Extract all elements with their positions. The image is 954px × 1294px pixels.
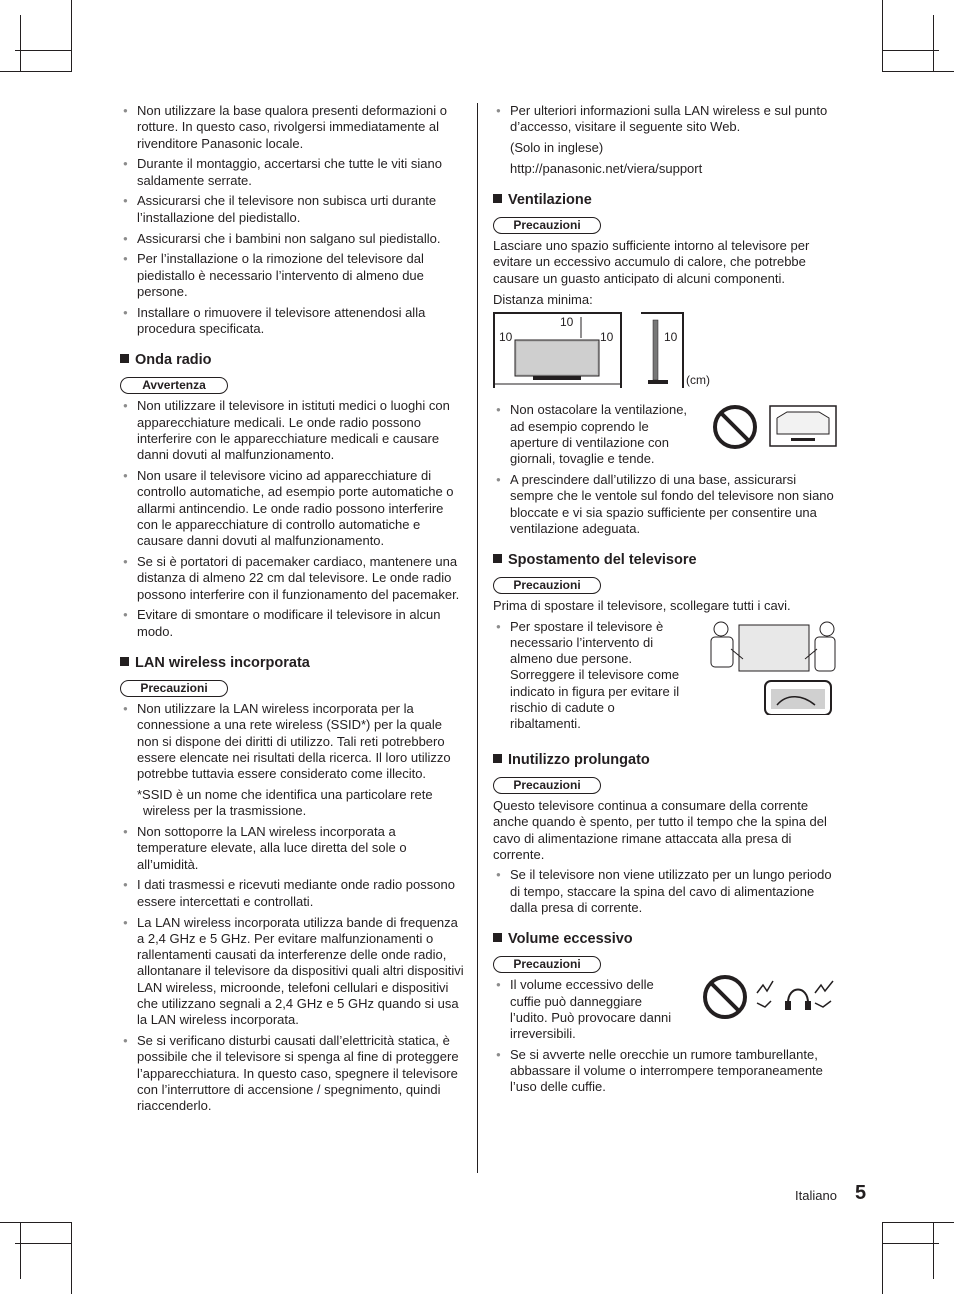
footer-language: Italiano — [795, 1188, 837, 1203]
min-distance-label: Distanza minima: — [493, 292, 593, 308]
unused-text: Questo televisore continua a consumare della corrente anche quando è spento, per tutto il tempo che la spina del cavo di alimentazione rimane attaccata alla presa di corrente. — [493, 798, 827, 863]
square-bullet-icon — [120, 354, 129, 363]
move-item-row — [493, 619, 837, 738]
list-item: ● Il volume eccessivo delle cuffie può danneggiare l’udito. Può provocare danni irreversibili. — [493, 977, 683, 1042]
move-list — [493, 619, 683, 738]
section-title-lan-wireless: LAN wireless incorporata — [120, 654, 464, 672]
list-item: ● I dati trasmessi e ricevuti mediante onde radio possono essere intercettati e controllati. — [120, 877, 464, 910]
list-item: ● Durante il montaggio, accertarsi che tutte le viti siano saldamente serrate. — [120, 156, 464, 189]
ssid-note: *SSID è un nome che identifica una particolare rete wireless per la trasmissione. — [137, 787, 433, 819]
section-title-ventilazione: Ventilazione — [493, 191, 837, 209]
list-item: ● Non utilizzare la LAN wireless incorporata per la connessione a una rete wireless (SSID*) per la quale non si dispone dei diritti di utilizzo. Tali reti potrebbero essere elencate nei risultati della ricerca. Il loro utilizzo potrebbe tuttavia essere considerato come illecito. — [120, 701, 464, 782]
unit-label: (cm) — [686, 373, 710, 388]
section-title-onda-radio: Onda radio — [120, 351, 464, 369]
square-bullet-icon — [120, 657, 129, 666]
list-item: ● Assicurarsi che il televisore non subisca urti durante l’installazione del piedistallo. — [120, 193, 464, 226]
list-item: ● Se si verificano disturbi causati dall’elettricità statica, è possibile che il televisore si spenga al fine di proteggere l’apparecchiatura. In questo caso, spegnere il televisore con l’interruttore di accensione / spegnimento, quindi riaccenderlo. — [120, 1033, 464, 1114]
volume-list-2 — [493, 1047, 837, 1096]
radio-list — [120, 398, 464, 640]
square-bullet-icon — [493, 754, 502, 763]
list-item: ● Non sottoporre la LAN wireless incorporata a temperature elevate, alla luce diretta del sole o all’umidità. — [120, 824, 464, 873]
list-item: ● Non utilizzare il televisore in istituti medici o luoghi con apparecchiature medicali. Le onde radio possono interferire con le apparecchiature medicali e causare danni dovuti al malfunzionamento. — [120, 398, 464, 463]
list-item: ● Installare o rimuovere il televisore attenendosi alla procedura specificata. — [120, 305, 464, 338]
stand-precautions-list — [120, 103, 464, 337]
section-title-volume: Volume eccessivo — [493, 930, 837, 948]
ventilation-text: Lasciare uno spazio sufficiente intorno al televisore per evitare un eccessivo accumulo di calore, che potrebbe causare un guasto anticipato di alcuni componenti. — [493, 238, 810, 286]
list-item: ● A prescindere dall’utilizzo di una base, assicurarsi sempre che le ventole sul fondo del televisore non siano bloccate e vi sia spazio sufficiente per consentire una ventilazione adeguata. — [493, 472, 837, 537]
two-people-carrying-tv-illustration — [707, 619, 837, 715]
list-item: ● Per spostare il televisore è necessario l’intervento di almeno due persone. Sorreggere il televisore come indicato in figura per evitare il rischio di cadute o ribaltamenti. — [493, 619, 683, 733]
list-item: ● Evitare di smontare o modificare il televisore in alcun modo. — [120, 607, 464, 640]
lan-list — [120, 701, 464, 782]
list-item: ● Assicurarsi che i bambini non salgano sul piedistallo. — [120, 231, 464, 247]
distance-right: 10 — [600, 330, 614, 345]
list-item: ● Per l’installazione o la rimozione del televisore dal piedistallo è necessario l’intervento di almeno due persone. — [120, 251, 464, 300]
list-item: ● La LAN wireless incorporata utilizza bande di frequenza a 2,4 GHz e 5 GHz. Per evitare malfunzionamenti o rallentamenti causati da interferenze delle onde radio, allontanare il televisore da dispositivi quali altri dispositivi LAN wireless, microonde, telefoni cellulari e dispositivi che utilizzano segnali a 2,4 GHz e 5 GHz quando si usa la LAN wireless incorporata. — [120, 915, 464, 1029]
square-bullet-icon — [493, 933, 502, 942]
no-cover-icon — [707, 404, 837, 452]
square-bullet-icon — [493, 554, 502, 563]
list-item: ● Non usare il televisore vicino ad apparecchiature di controllo automatiche, ad esempio porte automatiche o allarmi antincendio. Le onde radio possono interferire con le apparecchiature di controllo automatiche e causare danni dovuti al malfunzionamento. — [120, 468, 464, 549]
precautions-badge: Precauzioni — [493, 577, 601, 594]
ventilation-diagram — [493, 312, 837, 388]
precautions-badge: Precauzioni — [120, 680, 228, 697]
page-number: 5 — [855, 1182, 867, 1204]
list-item: ● Non utilizzare la base qualora presenti deformazioni o rotture. In questo caso, rivolgersi immediatamente al rivenditore Panasonic locale. — [120, 103, 464, 152]
support-url: http://panasonic.net/viera/support — [510, 160, 703, 176]
ventilation-list-2 — [493, 472, 837, 537]
right-column — [493, 103, 837, 1100]
precautions-badge: Precauzioni — [493, 956, 601, 973]
no-headphones-loud-icon — [701, 973, 837, 1021]
volume-item-row — [493, 977, 837, 1047]
precautions-badge: Precauzioni — [493, 217, 601, 234]
column-divider — [477, 103, 478, 1173]
list-item: ● Se si avverte nelle orecchie un rumore tamburellante, abbassare il volume o interrompere temporaneamente l’uso delle cuffie. — [493, 1047, 837, 1096]
lan-list-continued — [120, 824, 464, 1115]
list-item: ● Se il televisore non viene utilizzato per un lungo periodo di tempo, staccare la spina del cavo di alimentazione dalla presa di corrente. — [493, 867, 837, 916]
ventilation-list — [493, 402, 693, 472]
list-item: ● Se si è portatori di pacemaker cardiaco, mantenere una distanza di almeno 22 cm dal televisore. Le onde radio possono interferire con il funzionamento del pacemaker. — [120, 554, 464, 603]
volume-list — [493, 977, 683, 1047]
section-title-spostamento: Spostamento del televisore — [493, 551, 837, 569]
language-note: (Solo in inglese) — [510, 140, 604, 156]
ventilation-item-row — [493, 402, 837, 472]
square-bullet-icon — [493, 194, 502, 203]
list-item: ● Per ulteriori informazioni sulla LAN wireless e sul punto d’accesso, visitare il seguente sito Web. — [493, 103, 837, 136]
distance-left: 10 — [499, 330, 513, 345]
left-column — [120, 103, 464, 1119]
precautions-badge: Precauzioni — [493, 777, 601, 794]
distance-top: 10 — [560, 315, 574, 330]
move-text: Prima di spostare il televisore, scollegare tutti i cavi. — [493, 598, 791, 614]
section-title-inutilizzo: Inutilizzo prolungato — [493, 751, 837, 769]
distance-back: 10 — [664, 330, 678, 345]
lan-more-list — [493, 103, 837, 136]
unused-list — [493, 867, 837, 916]
warning-badge: Avvertenza — [120, 377, 228, 394]
list-item: ● Non ostacolare la ventilazione, ad esempio coprendo le aperture di ventilazione con giornali, tovaglie e tende. — [493, 402, 693, 467]
